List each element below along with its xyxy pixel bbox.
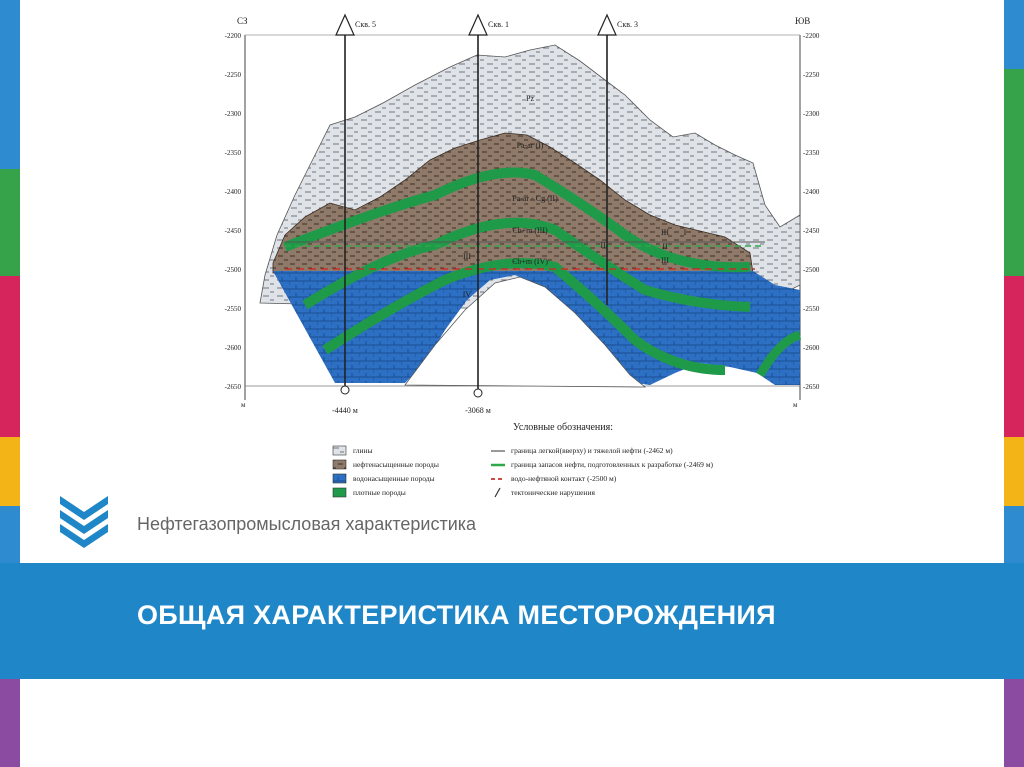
layer-label-0: Рz	[526, 94, 534, 103]
slide-subtitle: Нефтегазопромысловая характеристика	[137, 514, 477, 534]
legend-swatch-water	[333, 474, 346, 483]
legend-left-0: глины	[353, 446, 373, 455]
y-tick-left-6: -2500	[224, 266, 241, 274]
layer-label-2: Ра-аr - Сg (II)	[512, 194, 558, 203]
legend-right-0: граница легкой(вверху) и тяжелой нефти (-2462 м)	[511, 446, 673, 455]
y-tick-right-2: -2300	[803, 110, 820, 118]
y-tick-right-6: -2500	[803, 266, 820, 274]
cross-section-svg	[205, 5, 830, 505]
y-tick-left-4: -2400	[224, 188, 241, 196]
layer-label-3: Єb+m (III)	[512, 226, 548, 235]
well-name-1: Скв. 1	[488, 20, 509, 29]
legend-line-faults	[495, 488, 500, 497]
y-tick-right-7: -2550	[803, 305, 820, 313]
well-depth-0: -4440 м	[332, 406, 358, 415]
legend-right-2: водо-нефтяной контакт (-2500 м)	[511, 474, 617, 483]
y-tick-right-4: -2400	[803, 188, 820, 196]
layer-label-5: III	[463, 252, 471, 261]
y-tick-right-8: -2600	[803, 344, 820, 352]
layer-label-9: I	[683, 228, 687, 237]
legend-swatch-dense	[333, 488, 346, 497]
y-tick-left-7: -2550	[224, 305, 241, 313]
well-name-0: Скв. 5	[355, 20, 376, 29]
y-tick-right-3: -2350	[803, 149, 820, 157]
y-tick-right-5: -2450	[803, 227, 820, 235]
layer-label-1: Ра-аr (I)	[516, 141, 544, 150]
layer-label-6: IV	[462, 290, 472, 299]
well-name-2: Скв. 3	[617, 20, 638, 29]
chevron-logo-icon	[58, 492, 110, 548]
legend-left-2: водонасыщенные породы	[353, 474, 435, 483]
slide-title: ОБЩАЯ ХАРАКТЕРИСТИКА МЕСТОРОЖДЕНИЯ	[137, 600, 776, 630]
direction-right-label: ЮВ	[795, 16, 811, 26]
layer-label-8: III	[661, 228, 669, 237]
legend-title: Условные обозначения:	[513, 422, 614, 433]
y-tick-left-9: -2650	[224, 383, 241, 391]
y-tick-right-9: -2650	[803, 383, 820, 391]
legend-right-3: тектонические нарушения	[511, 488, 595, 497]
layer-label-4: Єb+m (IV)	[512, 257, 548, 266]
y-tick-left-1: -2250	[224, 71, 241, 79]
well-depth-1: -3068 м	[465, 406, 491, 415]
legend-swatch-clay	[333, 446, 346, 455]
y-tick-left-3: -2350	[224, 149, 241, 157]
y-tick-right-0: -2200	[803, 32, 820, 40]
legend-left-3: плотные породы	[353, 488, 406, 497]
y-tick-left-0: -2200	[224, 32, 241, 40]
geological-cross-section	[205, 5, 830, 505]
layer-label-11: III	[661, 256, 669, 265]
layer-label-7: II	[600, 241, 606, 250]
corner-mark-right: м	[793, 401, 798, 409]
legend-left-1: нефтенасыщенные породы	[353, 460, 439, 469]
y-tick-left-2: -2300	[224, 110, 241, 118]
y-tick-right-1: -2250	[803, 71, 820, 79]
direction-left-label: СЗ	[237, 16, 248, 26]
layer-label-10: II	[662, 242, 668, 251]
legend-swatch-oil	[333, 460, 346, 469]
y-tick-left-8: -2600	[224, 344, 241, 352]
legend-right-1: граница запасов нефти, подготовленных к разработке (-2469 м)	[511, 460, 713, 469]
y-tick-left-5: -2450	[224, 227, 241, 235]
corner-mark-left: м	[241, 401, 246, 409]
